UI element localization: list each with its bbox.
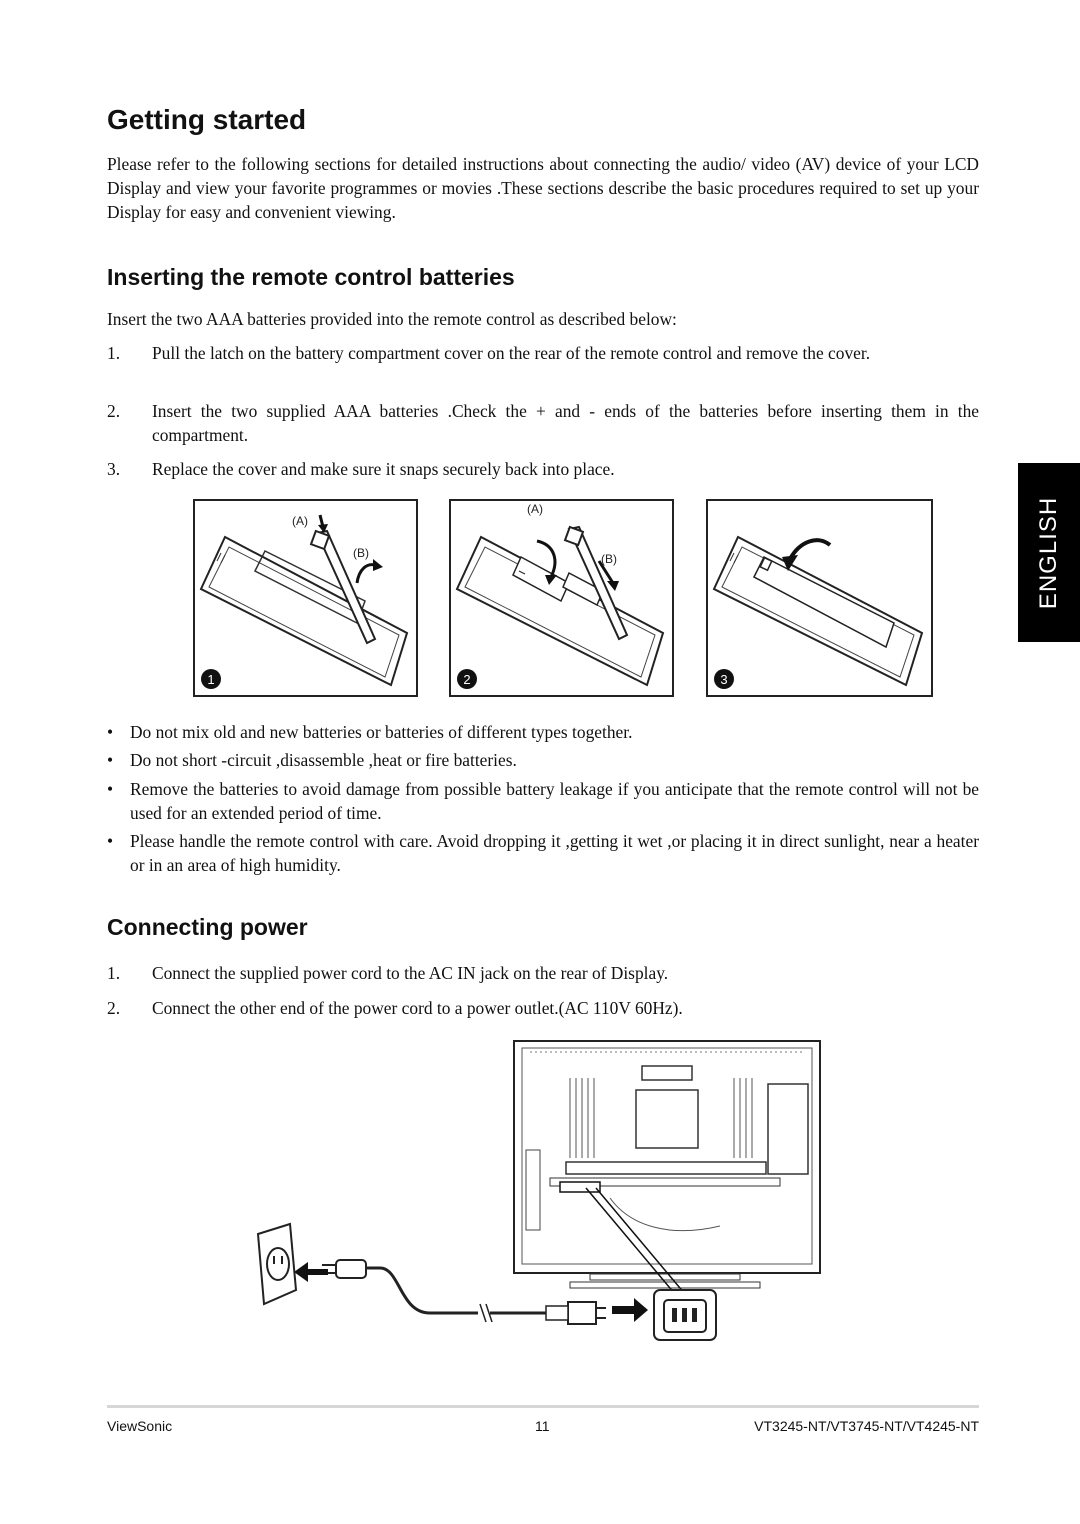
note-text: Do not mix old and new batteries or batteries of different types together. — [130, 722, 633, 742]
step-number: 1. — [107, 343, 121, 363]
step-number: 1. — [107, 963, 121, 983]
battery-step-3 — [107, 457, 979, 481]
power-heading: Connecting power — [107, 914, 308, 940]
battery-step-2 — [107, 399, 979, 447]
display-rear — [514, 1041, 820, 1273]
battery-figure-2 — [449, 499, 674, 697]
step-text: Replace the cover and make sure it snaps securely back into place. — [152, 459, 615, 479]
step-text: Connect the supplied power cord to the AC IN jack on the rear of Display. — [152, 963, 669, 983]
battery-note — [107, 748, 979, 772]
bullet-icon: • — [107, 779, 114, 799]
arrow-icon — [612, 1298, 648, 1322]
step-badge-number: 3 — [720, 672, 728, 687]
intro-paragraph: Please refer to the following sections for detailed instructions about connecting the audio/ video (AV) device of your LCD Display and view your favorite programmes or movies .These sections describe the basic procedures required to set up your Display for easy and convenient viewing. — [107, 154, 979, 222]
power-cord — [360, 1268, 546, 1313]
label-a: (A) — [527, 502, 543, 516]
footer-divider — [107, 1405, 979, 1408]
page-number: 11 — [535, 1418, 550, 1434]
footer-brand: ViewSonic — [107, 1418, 173, 1434]
language-tab — [1018, 463, 1080, 642]
wall-outlet — [258, 1224, 296, 1304]
battery-figure-1 — [193, 499, 418, 697]
label-a: (A) — [292, 514, 308, 528]
note-text: Do not short -circuit ,disassemble ,heat or fire batteries. — [130, 750, 517, 770]
step-text: Pull the latch on the battery compartment cover on the rear of the remote control and remove the cover. — [152, 343, 871, 363]
bullet-icon: • — [107, 831, 114, 851]
page-title: Getting started — [107, 104, 307, 135]
power-plug — [568, 1302, 596, 1324]
label-b: (B) — [353, 546, 369, 560]
step-badge-number: 2 — [463, 672, 471, 687]
battery-note — [107, 777, 979, 825]
language-tab-label: ENGLISH — [1035, 496, 1062, 609]
power-step-1 — [107, 961, 979, 985]
remote-open-cover-illustration — [195, 501, 416, 695]
power-step-2 — [107, 996, 979, 1020]
step-text: Connect the other end of the power cord to a power outlet.(AC 110V 60Hz). — [152, 998, 683, 1018]
battery-step-1 — [107, 341, 979, 365]
bullet-icon: • — [107, 722, 114, 742]
step-number: 2. — [107, 401, 121, 421]
batteries-lead: Insert the two AAA batteries provided into the remote control as described below: — [107, 309, 677, 329]
batteries-heading: Inserting the remote control batteries — [107, 264, 515, 290]
remote-insert-batteries-illustration — [451, 501, 672, 695]
note-text: Remove the batteries to avoid damage from possible battery leakage if you anticipate that the remote control will not be used for an extended period of time. — [130, 779, 979, 823]
note-text: Please handle the remote control with care. Avoid dropping it ,getting it wet ,or placing it in direct sunlight, near a heater or in an area of high humidity. — [130, 831, 979, 875]
step-text: Insert the two supplied AAA batteries .Check the + and - ends of the batteries before inserting them in the compartment. — [152, 401, 979, 445]
bullet-icon: • — [107, 750, 114, 770]
remote-replace-cover-illustration — [708, 501, 931, 695]
footer-model: VT3245-NT/VT3745-NT/VT4245-NT — [754, 1418, 979, 1434]
battery-figure-3 — [706, 499, 933, 697]
battery-note — [107, 720, 979, 744]
power-connection-illustration — [250, 1038, 830, 1348]
step-badge-number: 1 — [207, 672, 215, 687]
battery-note — [107, 829, 979, 877]
step-number: 2. — [107, 998, 121, 1018]
step-number: 3. — [107, 459, 121, 479]
label-b: (B) — [601, 552, 617, 566]
